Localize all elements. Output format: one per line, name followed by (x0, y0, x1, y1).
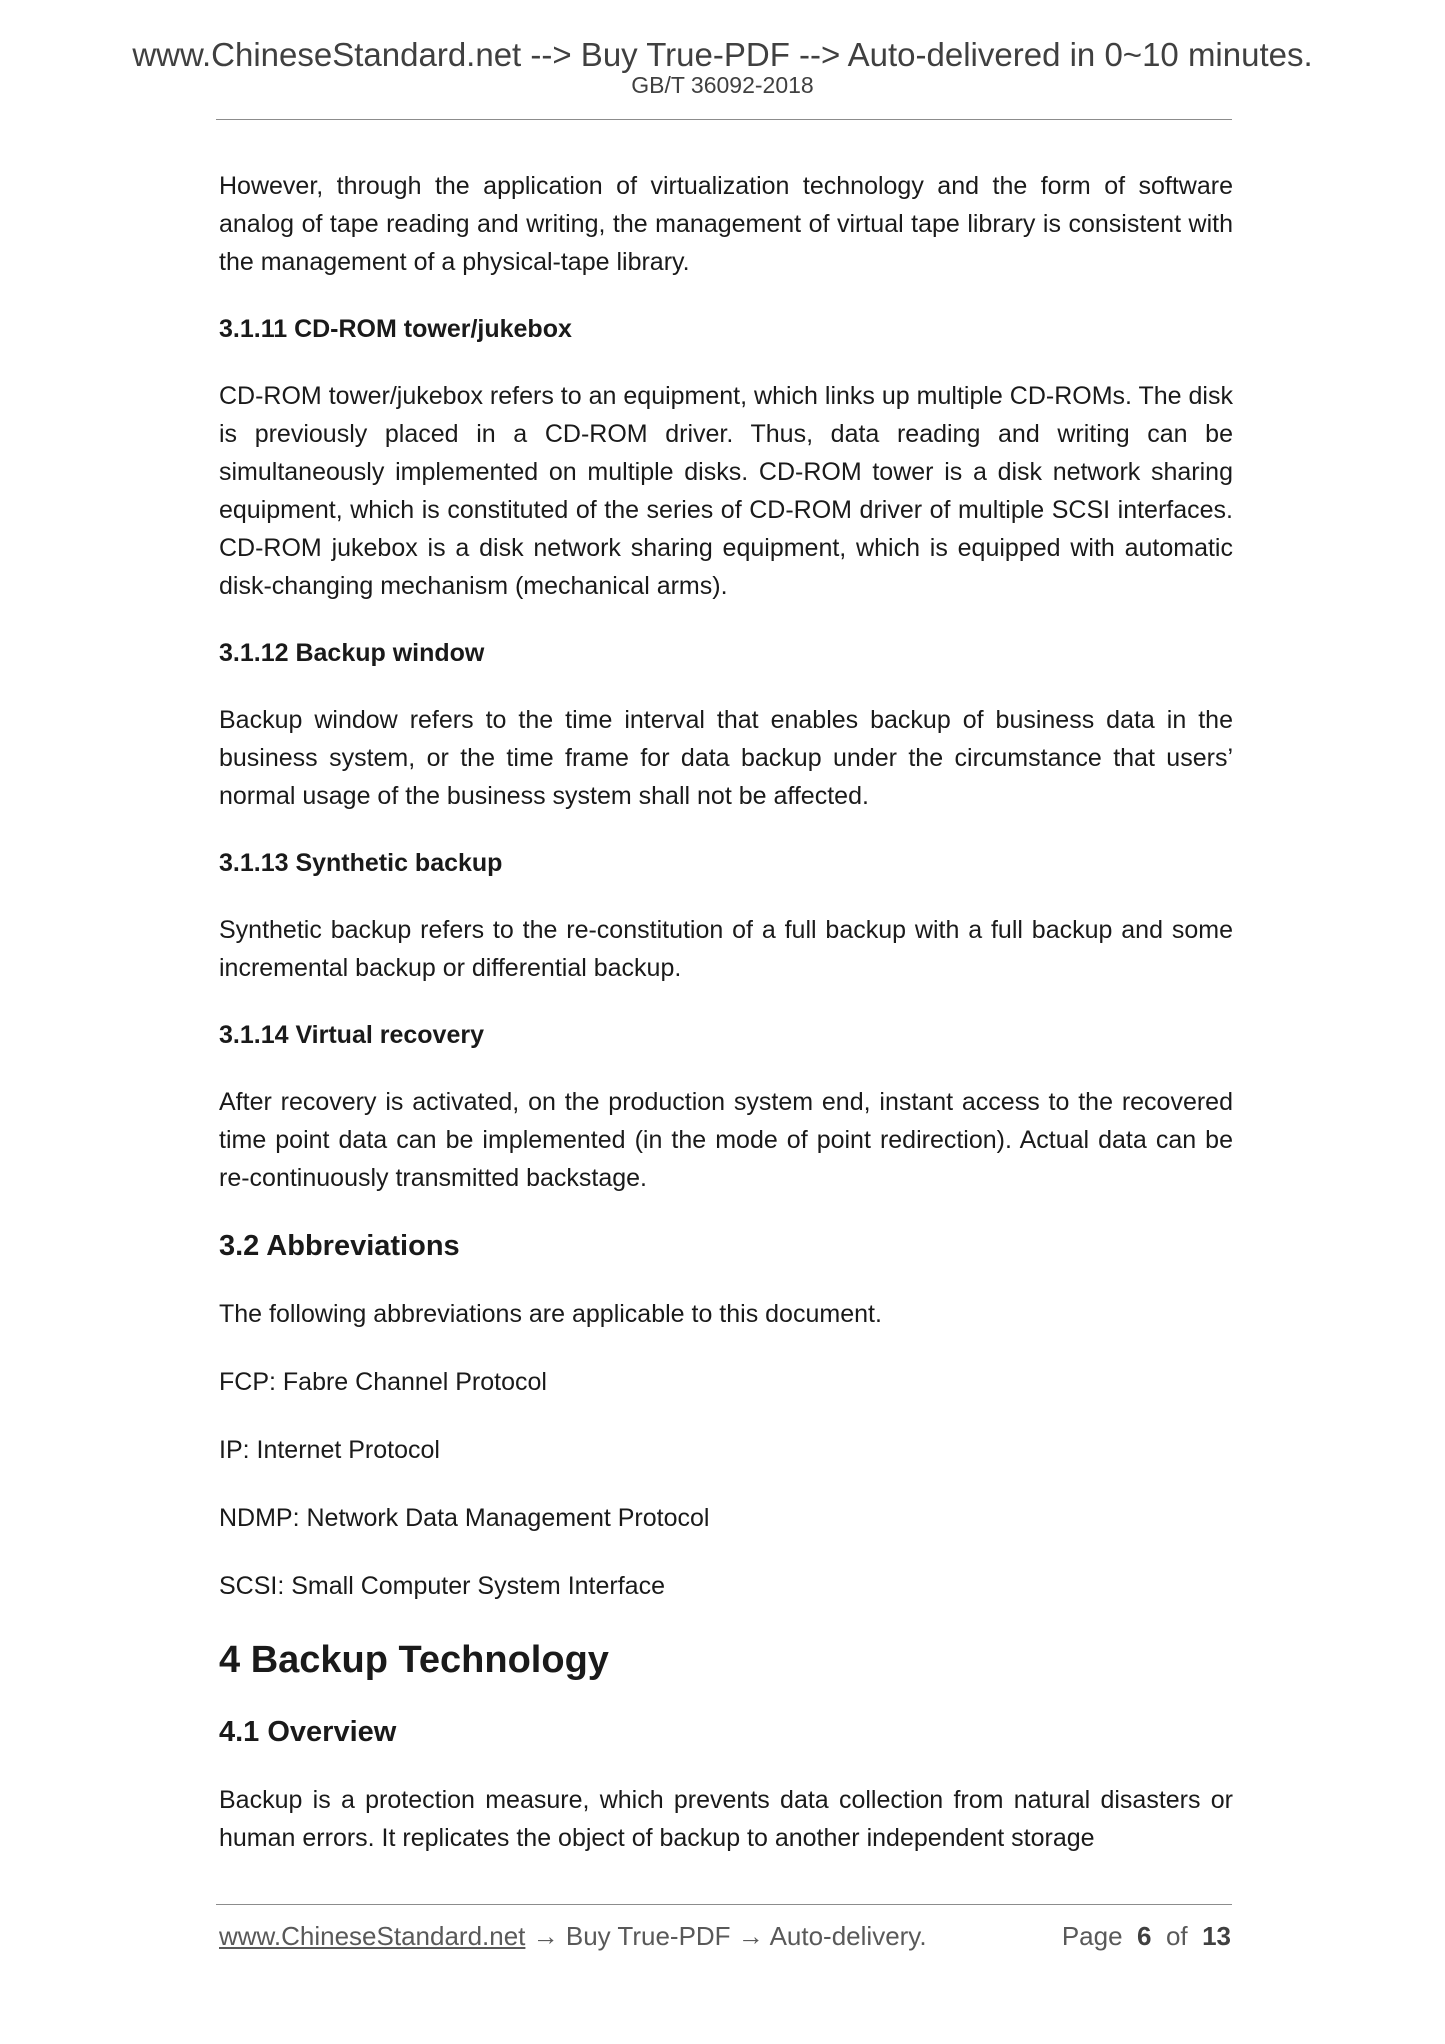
section-heading-3-1-13: 3.1.13 Synthetic backup (219, 849, 503, 877)
abbreviations-heading: 3.2 Abbreviations (219, 1230, 460, 1262)
header-divider (216, 119, 1232, 120)
footer-site-link[interactable]: www.ChineseStandard.net (219, 1921, 526, 1951)
page-total: 13 (1202, 1921, 1231, 1951)
page-of-label: of (1165, 1921, 1188, 1951)
footer-divider (216, 1904, 1232, 1905)
page-label: Page (1061, 1921, 1123, 1951)
section-text-3-1-14: After recovery is activated, on the production system end, instant access to the recovered time point data can be implemented (in the mode of point redirection). Actual data can be re-continuously transmitted backstage. (219, 1088, 1233, 1192)
section-heading-3-1-14: 3.1.14 Virtual recovery (219, 1021, 484, 1049)
site-banner: www.ChineseStandard.net --> Buy True-PDF --> Auto-delivered in 0~10 minutes. (132, 36, 1313, 73)
abbreviation-item: SCSI: Small Computer System Interface (219, 1572, 665, 1600)
page-footer (219, 1918, 1231, 1954)
section-heading-3-1-11: 3.1.11 CD-ROM tower/jukebox (219, 315, 572, 343)
footer-tail-text: → Buy True-PDF → Auto-delivery. (525, 1921, 927, 1951)
abbreviation-item: NDMP: Network Data Management Protocol (219, 1504, 710, 1532)
page-current: 6 (1137, 1921, 1152, 1951)
footer-promo (219, 1918, 927, 1954)
page-indicator (1062, 1918, 1231, 1954)
chapter-heading: 4 Backup Technology (219, 1639, 609, 1681)
abbreviations-intro: The following abbreviations are applicable to this document. (219, 1300, 882, 1328)
abbreviation-item: FCP: Fabre Channel Protocol (219, 1368, 547, 1396)
abbreviation-item: IP: Internet Protocol (219, 1436, 440, 1464)
intro-paragraph: However, through the application of virtualization technology and the form of software analog of tape reading and writing, the management of virtual tape library is consistent with the management of a physical-tape library. (219, 172, 1233, 276)
overview-heading: 4.1 Overview (219, 1716, 397, 1748)
section-text-3-1-11: CD-ROM tower/jukebox refers to an equipment, which links up multiple CD-ROMs. The disk is previously placed in a CD-ROM driver. Thus, data reading and writing can be simultaneously implemented on multiple disks. CD-ROM tower is a disk network sharing equipment, which is constituted of the series of CD-ROM driver of multiple SCSI interfaces. CD-ROM jukebox is a disk network sharing equipment, which is equipped with automatic disk-changing mechanism (mechanical arms). (219, 382, 1233, 600)
document-body (219, 167, 1233, 1857)
section-text-3-1-13: Synthetic backup refers to the re-constitution of a full backup with a full backup and some incremental backup or differential backup. (219, 916, 1233, 982)
section-text-3-1-12: Backup window refers to the time interval that enables backup of business data in the business system, or the time frame for data backup under the circumstance that users’ normal usage of the business system shall not be affected. (219, 706, 1233, 810)
section-heading-3-1-12: 3.1.12 Backup window (219, 639, 485, 667)
overview-text: Backup is a protection measure, which prevents data collection from natural disasters or human errors. It replicates the object of backup to another independent storage (219, 1786, 1233, 1852)
standard-code: GB/T 36092-2018 (631, 72, 814, 98)
